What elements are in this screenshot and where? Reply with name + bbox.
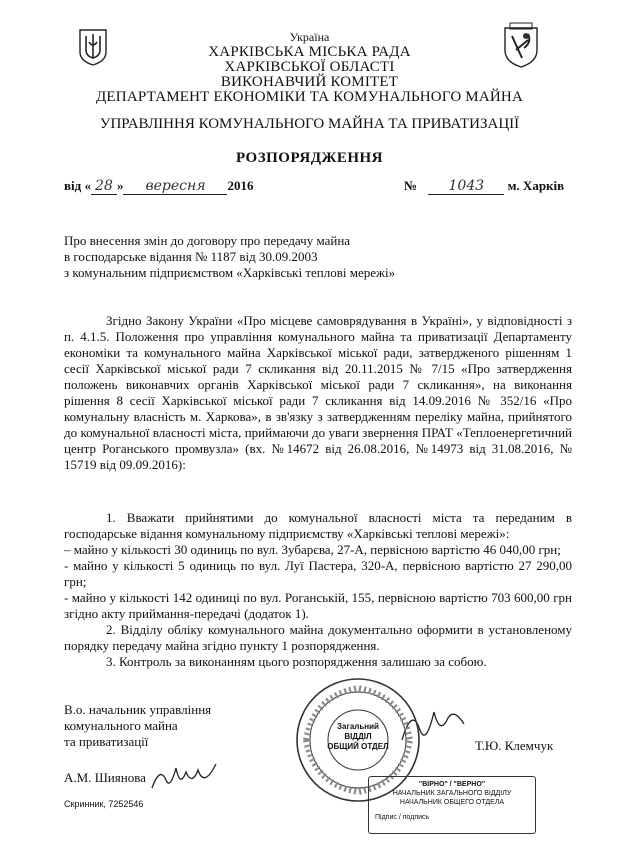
- date-prefix: від «: [64, 178, 91, 193]
- date-year: 2016: [227, 178, 254, 193]
- item-3: 3. Контроль за виконанням цього розпорядження залишаю за собою.: [106, 654, 487, 669]
- subject: [64, 233, 424, 281]
- stamp-head-uk: НАЧАЛЬНИК ЗАГАЛЬНОГО ВІДДІЛУ: [392, 790, 512, 797]
- stamp-center-line-2: ВІДДІЛ: [344, 732, 372, 741]
- region-name: ХАРКІВСЬКОЇ ОБЛАСТІ: [224, 59, 395, 75]
- administration-name: УПРАВЛІННЯ КОМУНАЛЬНОГО МАЙНА ТА ПРИВАТИЗАЦІЇ: [99, 116, 520, 132]
- stamp-head-ru: НАЧАЛЬНИК ОБЩЕГО ОТДЕЛА: [399, 799, 505, 806]
- handwritten-signature-icon: [150, 758, 220, 798]
- item-1a: – майно у кількості 30 одиниць по вул. Зубарєва, 27-А, первісною вартістю 46 040,00 грн;: [64, 542, 561, 557]
- item-1c: - майно у кількості 142 одиниці по вул. Роганській, 155, первісною вартістю 703 600,00 грн згідно акту приймання-передачі (додаток 1).: [64, 590, 572, 621]
- item-1b: - майно у кількості 5 одиниць по вул. Луї Пастера, 320-А, первісною вартістю 27 290,00 грн;: [64, 558, 572, 589]
- country-name: Україна: [289, 30, 330, 44]
- date-day: 28: [91, 178, 117, 195]
- subject-line-2: в господарське відання № 1187 від 30.09.2003: [64, 249, 318, 264]
- committee-name: ВИКОНАВЧИЙ КОМІТЕТ: [220, 74, 399, 90]
- position-line-3: та приватизації: [64, 734, 149, 749]
- approver-name: А.М. Шиянова: [64, 770, 146, 785]
- executor-info: Скринник, 7252546: [64, 799, 144, 809]
- letterhead: [0, 30, 619, 105]
- subject-line-3: з комунальним підприємством «Харківські теплові мережі»: [64, 265, 396, 280]
- stamp-center-line-1: Загальний: [337, 722, 379, 731]
- item-2: 2. Відділу обліку комунального майна документально оформити в установленому порядку передачу майна згідно пункту 1 розпорядження.: [64, 622, 572, 653]
- certification-stamp: [368, 776, 536, 834]
- date-line: [64, 178, 253, 195]
- preamble: Згідно Закону України «Про місцеве самоврядування в Україні», у відповідності з п. 4.1.5. Положення про управління комунального майна та приватизації Департаменту економіки та комунального майна Харківської міської ради, затвердженого рішенням 1 сесії Харківської міської ради 7 скликання від 20.11.2015 № 7/15 «Про затвердження положень виконавчих органів Харківської міської ради 7 скликання», на виконання рішення 8 сесії Харківської міської ради 7 скликання від 14.09.2016 № 352/16 «Про комунальну власність м. Харкова», в зв'язку з затвердженням переліку майна, прийнятого до комунальної власності міста, приймаючи до уваги звернення ПРАТ «Теплоенергетичний центр Роганського промвузла» (вх. №14672 від 26.08.2016, №14973 від 31.08.2016, № 15719 від 09.09.2016):: [64, 313, 572, 472]
- document-type: РОЗПОРЯДЖЕННЯ: [235, 150, 384, 166]
- stamp-verified: "ВІРНО" / "ВЕРНО": [418, 781, 486, 788]
- position-line-2: комунального майна: [64, 718, 178, 733]
- stamp-center-line-3: ОБЩИЙ ОТДЕЛ: [327, 742, 389, 751]
- number-sign: №: [404, 178, 418, 193]
- item-1: 1. Вважати прийнятими до комунальної власності міста та переданим в господарське відання комунальному підприємству «Харківські теплові мережі»:: [64, 510, 572, 541]
- subject-line-1: Про внесення змін до договору про передачу майна: [64, 233, 351, 248]
- date-mid: »: [116, 178, 124, 193]
- signer-name: Т.Ю. Клемчук: [475, 738, 554, 753]
- date-month: вересня: [123, 178, 227, 195]
- council-name: ХАРКІВСЬКА МІСЬКА РАДА: [208, 44, 411, 60]
- signer-position: [64, 702, 211, 750]
- document-number: 1043: [428, 178, 504, 195]
- department-name: ДЕПАРТАМЕНТ ЕКОНОМІКИ ТА КОМУНАЛЬНОГО МАЙНА: [96, 89, 523, 105]
- position-line-1: В.о. начальник управління: [64, 702, 212, 717]
- number-line: [404, 178, 564, 195]
- document-place: м. Харків: [507, 178, 565, 193]
- stamp-sign-label: Підпис / подпись: [375, 814, 430, 821]
- preamble-block: [64, 313, 572, 473]
- resolution-items: [64, 510, 572, 670]
